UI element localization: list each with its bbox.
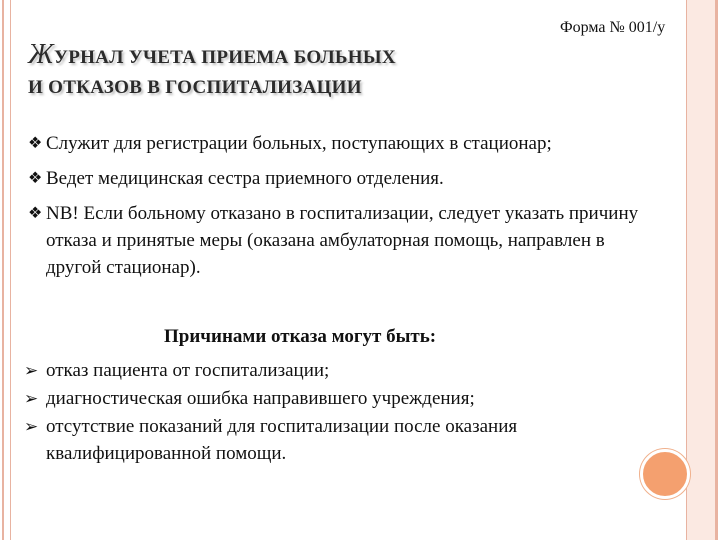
orange-circle-decoration: [640, 449, 690, 499]
diamond-bullet-icon: ❖: [28, 205, 43, 222]
reason-text: диагностическая ошибка направившего учреждения;: [46, 388, 475, 409]
reasons-heading: Причинами отказа могут быть:: [164, 326, 437, 347]
reason-item: [22, 385, 642, 412]
title-initial: Ж: [28, 39, 54, 70]
diamond-bullet-icon: ❖: [28, 170, 43, 187]
form-number: Форма № 001/у: [560, 19, 666, 36]
reason-text: отказ пациента от госпитализации;: [46, 360, 330, 381]
arrow-bullet-icon: ➢: [24, 417, 39, 436]
bullet-text: Ведет медицинская сестра приемного отделения.: [46, 168, 444, 189]
reason-text: отсутствие показаний для госпитализации после оказания квалифицированной помощи.: [46, 416, 518, 464]
title-line-1: УРНАЛ УЧЕТА ПРИЕМА БОЛЬНЫХ: [53, 47, 396, 68]
title-line-2: И ОТКАЗОВ В ГОСПИТАЛИЗАЦИИ: [28, 77, 362, 98]
diamond-bullet-icon: ❖: [28, 135, 43, 152]
arrow-bullet-icon: ➢: [24, 389, 39, 408]
reason-item: [22, 357, 642, 384]
bullet-list: [28, 130, 648, 289]
bullet-item: [28, 130, 648, 157]
bullet-item: [28, 165, 648, 192]
reason-item: [22, 413, 642, 467]
bullet-item: [28, 200, 648, 281]
right-frame-decoration: [686, 0, 718, 540]
bullet-text: NB! Если больному отказано в госпитализации, следует указать причину отказа и принятые меры (оказана амбулаторная помощь, направлен в другой стационар).: [46, 203, 639, 278]
arrow-bullet-icon: ➢: [24, 361, 39, 380]
reasons-list: [22, 357, 642, 468]
bullet-text: Служит для регистрации больных, поступающих в стационар;: [46, 133, 552, 154]
page-title: [28, 40, 396, 103]
left-frame-decoration: [2, 0, 11, 540]
